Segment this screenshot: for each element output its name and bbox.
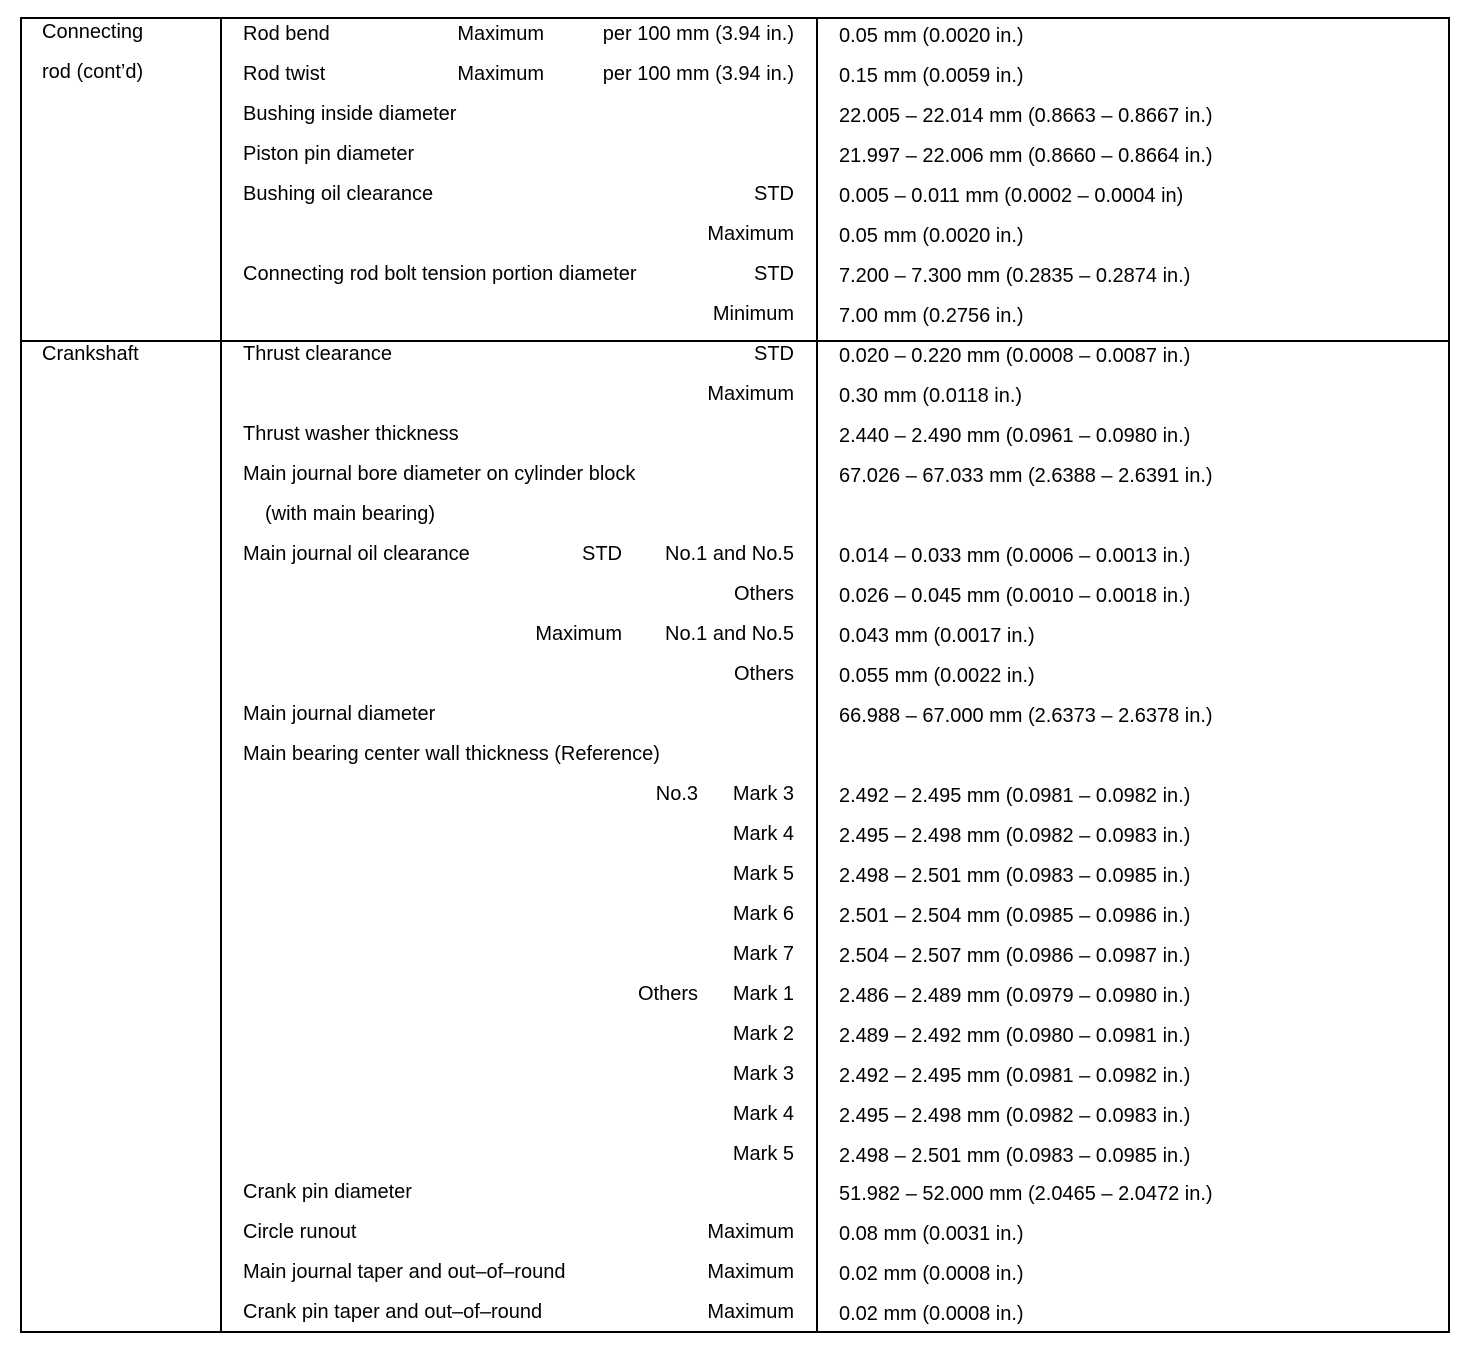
- value-cell: 2.504 – 2.507 mm (0.0986 – 0.0987 in.): [839, 945, 1191, 967]
- condition-label: Mark 7: [732, 943, 794, 965]
- value-cell: 0.02 mm (0.0008 in.): [839, 1303, 1024, 1325]
- condition-label: per 100 mm (3.94 in.): [602, 23, 794, 45]
- section-label: Crankshaft: [42, 343, 139, 365]
- condition-label: Mark 5: [732, 1143, 794, 1165]
- condition-label: No.1 and No.5: [665, 543, 794, 565]
- value-cell: 2.486 – 2.489 mm (0.0979 – 0.0980 in.): [839, 985, 1191, 1007]
- value-cell: 22.005 – 22.014 mm (0.8663 – 0.8667 in.): [839, 105, 1213, 127]
- value-cell: 66.988 – 67.000 mm (2.6373 – 2.6378 in.): [839, 705, 1213, 727]
- item-label: Circle runout: [243, 1221, 357, 1243]
- condition-label: Mark 4: [732, 1103, 794, 1125]
- item-label: Crank pin taper and out–of–round: [243, 1301, 543, 1323]
- item-label: Rod twist: [243, 63, 326, 85]
- value-cell: 0.014 – 0.033 mm (0.0006 – 0.0013 in.): [839, 545, 1191, 567]
- item-label: Main bearing center wall thickness (Reference): [243, 743, 660, 765]
- value-cell: 0.08 mm (0.0031 in.): [839, 1223, 1024, 1245]
- section-divider: [20, 340, 1450, 342]
- value-cell: 0.05 mm (0.0020 in.): [839, 225, 1024, 247]
- value-cell: 2.489 – 2.492 mm (0.0980 – 0.0981 in.): [839, 1025, 1191, 1047]
- condition-label: No.3: [655, 783, 698, 805]
- value-cell: 0.055 mm (0.0022 in.): [839, 665, 1035, 687]
- value-cell: 0.15 mm (0.0059 in.): [839, 65, 1024, 87]
- condition-label: Mark 3: [732, 1063, 794, 1085]
- condition-label: Mark 2: [732, 1023, 794, 1045]
- condition-label: Mark 5: [732, 863, 794, 885]
- value-cell: 0.02 mm (0.0008 in.): [839, 1263, 1024, 1285]
- item-label: Thrust washer thickness: [243, 423, 459, 445]
- item-label: Rod bend: [243, 23, 330, 45]
- condition-label: Maximum: [457, 23, 544, 45]
- condition-label: Mark 6: [732, 903, 794, 925]
- condition-label: Maximum: [707, 1301, 794, 1323]
- value-cell: 0.005 – 0.011 mm (0.0002 – 0.0004 in): [839, 185, 1184, 207]
- condition-label: Mark 4: [732, 823, 794, 845]
- condition-label: Others: [733, 663, 794, 685]
- value-cell: 0.043 mm (0.0017 in.): [839, 625, 1035, 647]
- condition-label: Mark 3: [732, 783, 794, 805]
- condition-label: STD: [754, 343, 794, 365]
- condition-label: STD: [754, 263, 794, 285]
- value-cell: 2.492 – 2.495 mm (0.0981 – 0.0982 in.): [839, 1065, 1191, 1087]
- condition-label: Others: [637, 983, 698, 1005]
- item-label: Crank pin diameter: [243, 1181, 412, 1203]
- section-label: rod (cont’d): [42, 61, 144, 83]
- condition-label: per 100 mm (3.94 in.): [602, 63, 794, 85]
- value-cell: 2.440 – 2.490 mm (0.0961 – 0.0980 in.): [839, 425, 1191, 447]
- item-label: Bushing oil clearance: [243, 183, 434, 205]
- value-cell: 2.492 – 2.495 mm (0.0981 – 0.0982 in.): [839, 785, 1191, 807]
- condition-label: Maximum: [707, 1221, 794, 1243]
- condition-label: Maximum: [457, 63, 544, 85]
- item-label: Piston pin diameter: [243, 143, 415, 165]
- value-cell: 2.495 – 2.498 mm (0.0982 – 0.0983 in.): [839, 1105, 1191, 1127]
- column-divider-label: [220, 17, 222, 1333]
- value-cell: 7.200 – 7.300 mm (0.2835 – 0.2874 in.): [839, 265, 1191, 287]
- value-cell: 2.498 – 2.501 mm (0.0983 – 0.0985 in.): [839, 865, 1191, 887]
- condition-label: Maximum: [707, 1261, 794, 1283]
- condition-label: Maximum: [707, 223, 794, 245]
- value-cell: 0.30 mm (0.0118 in.): [839, 385, 1023, 407]
- value-cell: 21.997 – 22.006 mm (0.8660 – 0.8664 in.): [839, 145, 1213, 167]
- condition-label: Maximum: [535, 623, 622, 645]
- item-label: Main journal bore diameter on cylinder block: [243, 463, 636, 485]
- condition-label: Mark 1: [732, 983, 794, 1005]
- value-cell: 0.05 mm (0.0020 in.): [839, 25, 1024, 47]
- value-cell: 2.501 – 2.504 mm (0.0985 – 0.0986 in.): [839, 905, 1191, 927]
- condition-label: STD: [754, 183, 794, 205]
- item-label: Bushing inside diameter: [243, 103, 457, 125]
- item-label: Main journal diameter: [243, 703, 436, 725]
- condition-label: No.1 and No.5: [665, 623, 794, 645]
- value-cell: 2.495 – 2.498 mm (0.0982 – 0.0983 in.): [839, 825, 1191, 847]
- value-cell: 7.00 mm (0.2756 in.): [839, 305, 1024, 327]
- condition-label: Maximum: [707, 383, 794, 405]
- column-divider-value: [816, 17, 818, 1333]
- item-label: (with main bearing): [265, 503, 436, 525]
- condition-label: Others: [733, 583, 794, 605]
- section-label: Connecting: [42, 21, 144, 43]
- item-label: Connecting rod bolt tension portion diameter: [243, 263, 637, 285]
- value-cell: 0.026 – 0.045 mm (0.0010 – 0.0018 in.): [839, 585, 1191, 607]
- condition-label: STD: [582, 543, 622, 565]
- value-cell: 2.498 – 2.501 mm (0.0983 – 0.0985 in.): [839, 1145, 1191, 1167]
- item-label: Main journal oil clearance: [243, 543, 470, 565]
- item-label: Thrust clearance: [243, 343, 392, 365]
- value-cell: 51.982 – 52.000 mm (2.0465 – 2.0472 in.): [839, 1183, 1213, 1205]
- item-label: Main journal taper and out–of–round: [243, 1261, 566, 1283]
- value-cell: 67.026 – 67.033 mm (2.6388 – 2.6391 in.): [839, 465, 1213, 487]
- condition-label: Minimum: [712, 303, 794, 325]
- value-cell: 0.020 – 0.220 mm (0.0008 – 0.0087 in.): [839, 345, 1191, 367]
